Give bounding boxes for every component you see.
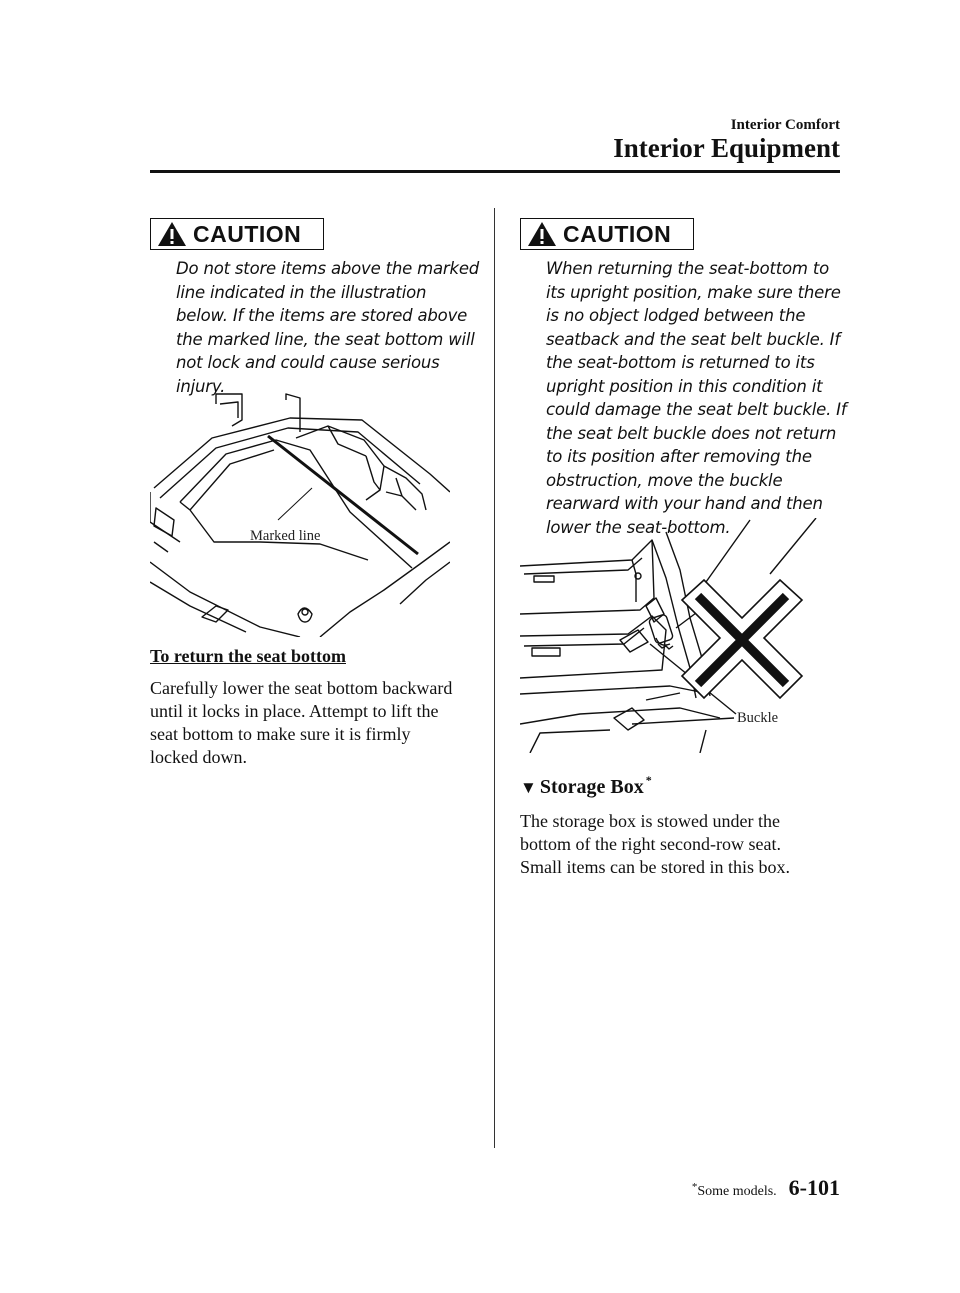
storage-box-title: Storage Box — [539, 776, 644, 798]
caution-line: upright position in this condition it — [546, 376, 823, 396]
body-line: seat bottom to make sure it is firmly — [150, 724, 411, 744]
leader-line — [278, 488, 312, 520]
caution-line: lower the seat-bottom. — [546, 517, 731, 537]
caution-line: injury. — [176, 376, 226, 396]
warning-icon — [527, 221, 557, 247]
return-seat-text — [150, 677, 485, 769]
caution-line: seatback and the seat belt buckle. If — [546, 329, 840, 349]
caution-line: could damage the seat belt buckle. If — [546, 400, 847, 419]
storage-box-heading — [520, 773, 652, 799]
column-divider — [494, 208, 495, 1148]
body-line: Small items can be stored in this box. — [520, 857, 790, 877]
marked-line-illustration — [150, 392, 450, 637]
body-line: bottom of the right second-row seat. — [520, 834, 781, 854]
footer-note: Some models. — [697, 1184, 777, 1199]
caution-line: obstruction, move the buckle — [546, 470, 783, 490]
caution-line: the seat-bottom is returned to its — [546, 353, 815, 372]
caution-line: When returning the seat-bottom to — [546, 259, 829, 278]
section-name: Interior Comfort — [730, 117, 840, 133]
caution-line: Do not store items above the marked — [176, 259, 480, 278]
caution-line: not lock and could cause serious — [176, 353, 440, 372]
caution-box-right — [520, 218, 694, 250]
caution-line: the seat belt buckle does not return — [546, 423, 837, 443]
chapter-title: Interior Equipment — [613, 133, 840, 163]
caution-line: the marked line, the seat bottom will — [176, 329, 475, 349]
caution-line: to its position after removing the — [546, 447, 812, 466]
caution-box-left — [150, 218, 324, 250]
caution-line: line indicated in the illustration — [176, 282, 427, 302]
caution-line: its upright position, make sure there — [546, 282, 841, 302]
caution-line: below. If the items are stored above — [176, 306, 468, 325]
body-line: until it locks in place. Attempt to lift the — [150, 701, 439, 721]
storage-box-text — [520, 810, 850, 879]
footer-star: * — [691, 1181, 698, 1193]
caution-text-left — [176, 257, 486, 398]
marked-line-label: Marked line — [250, 528, 321, 544]
caution-label: CAUTION — [193, 220, 302, 247]
star-note-icon: * — [645, 773, 652, 787]
caution-text-right — [546, 257, 856, 539]
subheading-return-seat: To return the seat bottom — [150, 646, 346, 666]
page-footer — [692, 1175, 840, 1201]
body-line: locked down. — [150, 747, 247, 767]
triangle-marker-icon: ▼ — [520, 778, 537, 797]
body-line: The storage box is stowed under the — [520, 811, 780, 831]
warning-icon — [157, 221, 187, 247]
caution-label: CAUTION — [563, 220, 672, 247]
header-rule — [150, 170, 840, 173]
caution-line: is no object lodged between the — [546, 306, 806, 325]
buckle-label: Buckle — [737, 710, 779, 726]
page-number: 6-101 — [788, 1175, 840, 1200]
body-line: Carefully lower the seat bottom backward — [150, 678, 453, 698]
caution-line: rearward with your hand and then — [546, 494, 823, 513]
